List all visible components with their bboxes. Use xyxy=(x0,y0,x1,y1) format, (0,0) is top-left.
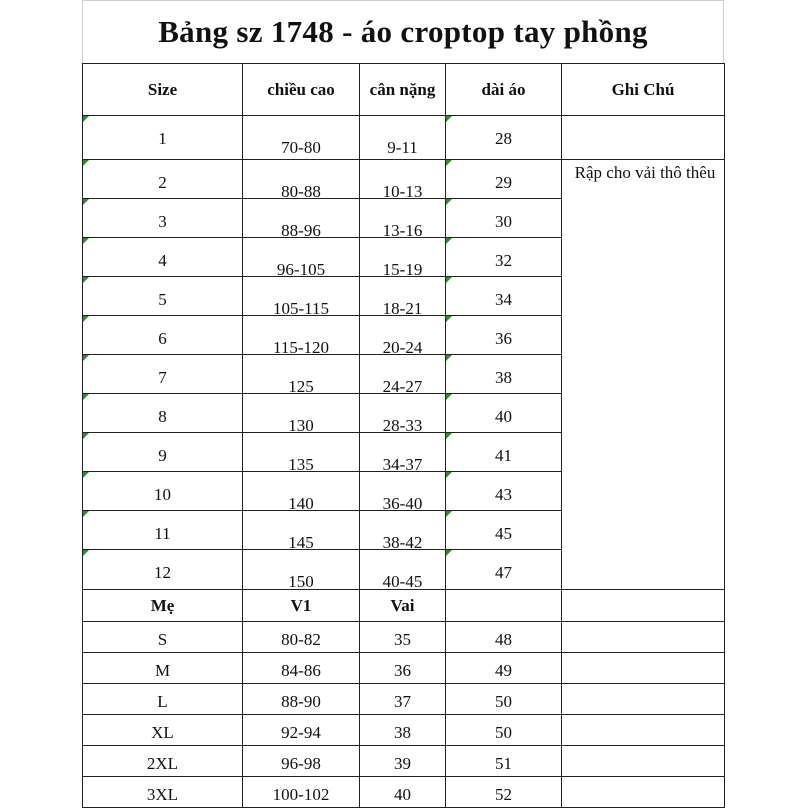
cell-length xyxy=(446,199,562,238)
cell-size xyxy=(83,394,243,433)
cell-size xyxy=(83,238,243,277)
header-note-text: Ghi Chú xyxy=(611,80,675,99)
empty-cell xyxy=(562,590,725,622)
cell-height-text: 115-120 xyxy=(272,338,330,357)
table-row xyxy=(83,622,725,653)
cell-length-text: 45 xyxy=(495,524,512,543)
adult-cell-weight xyxy=(360,653,446,684)
header-size xyxy=(83,64,243,116)
cell-corner-marker xyxy=(83,394,89,400)
cell-height-text: 125 xyxy=(288,377,314,396)
adult-cell-height xyxy=(243,777,360,808)
cell-weight xyxy=(360,199,446,238)
cell-length-text: 28 xyxy=(495,129,512,148)
cell-size xyxy=(83,433,243,472)
cell-length xyxy=(446,511,562,550)
adult-cell-length xyxy=(446,715,562,746)
header-weight xyxy=(360,64,446,116)
cell-weight xyxy=(360,511,446,550)
cell-weight-text: 15-19 xyxy=(382,260,423,279)
adult-cell-size-text: 3XL xyxy=(146,785,179,804)
adult-cell-height-text: 100-102 xyxy=(272,785,330,804)
cell-weight xyxy=(360,316,446,355)
header-note xyxy=(562,64,725,116)
cell-height-text: 140 xyxy=(288,494,314,513)
adult-header-height-text: V1 xyxy=(290,596,312,615)
cell-length-text: 43 xyxy=(495,485,512,504)
cell-corner-marker xyxy=(83,472,89,478)
empty-cell xyxy=(562,653,725,684)
empty-cell xyxy=(562,746,725,777)
cell-weight xyxy=(360,433,446,472)
cell-weight xyxy=(360,116,446,160)
cell-length-text: 47 xyxy=(495,563,512,582)
table-row xyxy=(83,715,725,746)
cell-size-text: 12 xyxy=(154,563,171,582)
cell-size-text: 5 xyxy=(158,290,167,309)
cell-corner-marker xyxy=(446,316,452,322)
cell-corner-marker xyxy=(83,433,89,439)
adult-cell-length-text: 52 xyxy=(495,785,512,804)
cell-height-text: 96-105 xyxy=(276,260,326,279)
cell-length-text: 36 xyxy=(495,329,512,348)
adult-cell-size-text: M xyxy=(154,661,171,680)
cell-corner-marker xyxy=(83,550,89,556)
adult-header-weight xyxy=(360,590,446,622)
adult-cell-weight xyxy=(360,746,446,777)
cell-size-text: 1 xyxy=(158,129,167,148)
adult-header-weight-text: Vai xyxy=(390,596,415,615)
cell-height xyxy=(243,238,360,277)
cell-height xyxy=(243,316,360,355)
adult-cell-size xyxy=(83,622,243,653)
cell-size-text: 3 xyxy=(158,212,167,231)
cell-weight-text: 20-24 xyxy=(382,338,423,357)
empty-cell xyxy=(562,684,725,715)
adult-cell-weight-text: 36 xyxy=(394,661,411,680)
cell-height xyxy=(243,433,360,472)
adult-cell-size xyxy=(83,684,243,715)
size-chart-sheet xyxy=(82,0,724,806)
cell-corner-marker xyxy=(83,355,89,361)
cell-weight xyxy=(360,550,446,590)
adult-cell-size xyxy=(83,746,243,777)
page-title: Bảng sz 1748 - áo croptop tay phồng xyxy=(158,14,648,49)
cell-weight xyxy=(360,472,446,511)
cell-length xyxy=(446,316,562,355)
cell-weight-text: 13-16 xyxy=(382,221,423,240)
cell-length xyxy=(446,433,562,472)
cell-weight-text: 36-40 xyxy=(382,494,423,513)
adult-cell-length-text: 50 xyxy=(495,692,512,711)
header-weight-text: cân nặng xyxy=(369,80,436,99)
header-row xyxy=(83,64,725,116)
adult-cell-height xyxy=(243,653,360,684)
note-empty-cell xyxy=(562,116,725,160)
adult-cell-length xyxy=(446,777,562,808)
adult-cell-height xyxy=(243,715,360,746)
adult-header-height xyxy=(243,590,360,622)
header-length-text: dài áo xyxy=(481,80,526,99)
cell-corner-marker xyxy=(446,394,452,400)
adult-header-size xyxy=(83,590,243,622)
cell-length-text: 40 xyxy=(495,407,512,426)
cell-length xyxy=(446,238,562,277)
cell-corner-marker xyxy=(83,277,89,283)
cell-length xyxy=(446,277,562,316)
adult-cell-weight-text: 40 xyxy=(394,785,411,804)
cell-size-text: 6 xyxy=(158,329,167,348)
cell-corner-marker xyxy=(446,472,452,478)
cell-height xyxy=(243,199,360,238)
cell-size xyxy=(83,550,243,590)
cell-height-text: 150 xyxy=(288,572,314,591)
cell-size xyxy=(83,472,243,511)
cell-length xyxy=(446,472,562,511)
adult-cell-size xyxy=(83,715,243,746)
cell-weight-text: 28-33 xyxy=(382,416,423,435)
cell-weight-text: 38-42 xyxy=(382,533,423,552)
table-row xyxy=(83,160,725,199)
adult-cell-height-text: 92-94 xyxy=(281,723,321,742)
size-table xyxy=(82,63,725,808)
cell-corner-marker xyxy=(446,116,452,122)
cell-height-text: 135 xyxy=(288,455,314,474)
cell-length xyxy=(446,550,562,590)
cell-corner-marker xyxy=(83,316,89,322)
cell-length-text: 34 xyxy=(495,290,512,309)
empty-cell xyxy=(562,715,725,746)
adult-cell-height-text: 88-90 xyxy=(281,692,321,711)
cell-corner-marker xyxy=(83,199,89,205)
title-box xyxy=(82,0,724,64)
adult-cell-length xyxy=(446,684,562,715)
header-height xyxy=(243,64,360,116)
cell-length-text: 29 xyxy=(495,173,512,192)
cell-length xyxy=(446,355,562,394)
cell-length xyxy=(446,116,562,160)
adult-header-row xyxy=(83,590,725,622)
cell-size-text: 4 xyxy=(158,251,167,270)
adult-cell-size xyxy=(83,653,243,684)
cell-corner-marker xyxy=(446,238,452,244)
cell-weight xyxy=(360,160,446,199)
cell-corner-marker xyxy=(83,160,89,166)
cell-corner-marker xyxy=(83,238,89,244)
adult-cell-length-text: 51 xyxy=(495,754,512,773)
cell-height xyxy=(243,550,360,590)
table-row xyxy=(83,653,725,684)
table-row xyxy=(83,777,725,808)
adult-cell-length xyxy=(446,622,562,653)
adult-cell-size-text: L xyxy=(157,692,168,711)
adult-cell-size-text: S xyxy=(157,630,168,649)
cell-corner-marker xyxy=(446,550,452,556)
cell-weight-text: 34-37 xyxy=(382,455,423,474)
adult-header-length xyxy=(446,590,562,622)
adult-cell-weight-text: 38 xyxy=(394,723,411,742)
cell-height xyxy=(243,394,360,433)
adult-cell-height-text: 80-82 xyxy=(281,630,321,649)
cell-size xyxy=(83,199,243,238)
header-length xyxy=(446,64,562,116)
adult-cell-size-text: 2XL xyxy=(146,754,179,773)
cell-corner-marker xyxy=(446,511,452,517)
adult-cell-height xyxy=(243,684,360,715)
adult-cell-weight-text: 35 xyxy=(394,630,411,649)
cell-size xyxy=(83,511,243,550)
cell-size xyxy=(83,355,243,394)
note-text: Rập cho vải thô thêu xyxy=(574,163,716,182)
cell-height-text: 70-80 xyxy=(281,138,321,157)
cell-length-text: 41 xyxy=(495,446,512,465)
table-row xyxy=(83,746,725,777)
cell-size-text: 2 xyxy=(158,173,167,192)
adult-cell-weight xyxy=(360,777,446,808)
adult-cell-height xyxy=(243,622,360,653)
empty-cell xyxy=(562,622,725,653)
cell-size xyxy=(83,277,243,316)
adult-cell-size-text: XL xyxy=(151,723,174,742)
cell-weight xyxy=(360,238,446,277)
cell-weight-text: 18-21 xyxy=(382,299,423,318)
cell-weight xyxy=(360,277,446,316)
adult-cell-weight-text: 37 xyxy=(394,692,411,711)
cell-weight xyxy=(360,394,446,433)
cell-height xyxy=(243,160,360,199)
empty-cell xyxy=(562,777,725,808)
table-row xyxy=(83,116,725,160)
cell-height xyxy=(243,472,360,511)
cell-size xyxy=(83,160,243,199)
cell-corner-marker xyxy=(446,160,452,166)
cell-corner-marker xyxy=(83,116,89,122)
adult-cell-weight xyxy=(360,684,446,715)
cell-corner-marker xyxy=(446,199,452,205)
adult-cell-weight xyxy=(360,622,446,653)
cell-weight xyxy=(360,355,446,394)
adult-cell-height xyxy=(243,746,360,777)
adult-cell-length-text: 50 xyxy=(495,723,512,742)
cell-size-text: 9 xyxy=(158,446,167,465)
cell-length-text: 38 xyxy=(495,368,512,387)
cell-height-text: 130 xyxy=(288,416,314,435)
cell-height-text: 88-96 xyxy=(281,221,321,240)
cell-height xyxy=(243,277,360,316)
adult-cell-weight xyxy=(360,715,446,746)
cell-corner-marker xyxy=(83,511,89,517)
adult-cell-length-text: 49 xyxy=(495,661,512,680)
adult-cell-size xyxy=(83,777,243,808)
cell-height-text: 80-88 xyxy=(281,182,321,201)
cell-height-text: 145 xyxy=(288,533,314,552)
adult-cell-length xyxy=(446,746,562,777)
table-row xyxy=(83,684,725,715)
adult-cell-height-text: 96-98 xyxy=(281,754,321,773)
cell-corner-marker xyxy=(446,277,452,283)
cell-weight-text: 9-11 xyxy=(387,138,418,157)
adult-cell-weight-text: 39 xyxy=(394,754,411,773)
cell-height xyxy=(243,511,360,550)
adult-header-size-text: Mẹ xyxy=(150,596,175,615)
cell-size-text: 7 xyxy=(158,368,167,387)
cell-height-text: 105-115 xyxy=(272,299,330,318)
cell-corner-marker xyxy=(446,355,452,361)
adult-cell-height-text: 84-86 xyxy=(281,661,321,680)
note-cell xyxy=(562,160,725,590)
cell-length-text: 30 xyxy=(495,212,512,231)
cell-size xyxy=(83,316,243,355)
cell-length-text: 32 xyxy=(495,251,512,270)
cell-weight-text: 40-45 xyxy=(382,572,423,591)
cell-corner-marker xyxy=(446,433,452,439)
header-height-text: chiều cao xyxy=(267,80,335,99)
adult-cell-length xyxy=(446,653,562,684)
header-size-text: Size xyxy=(147,80,178,99)
adult-cell-length-text: 48 xyxy=(495,630,512,649)
cell-height xyxy=(243,355,360,394)
cell-size-text: 11 xyxy=(154,524,171,543)
cell-length xyxy=(446,160,562,199)
cell-weight-text: 24-27 xyxy=(382,377,423,396)
cell-size-text: 8 xyxy=(158,407,167,426)
cell-length xyxy=(446,394,562,433)
cell-weight-text: 10-13 xyxy=(382,182,423,201)
cell-size-text: 10 xyxy=(154,485,171,504)
cell-height xyxy=(243,116,360,160)
cell-size xyxy=(83,116,243,160)
